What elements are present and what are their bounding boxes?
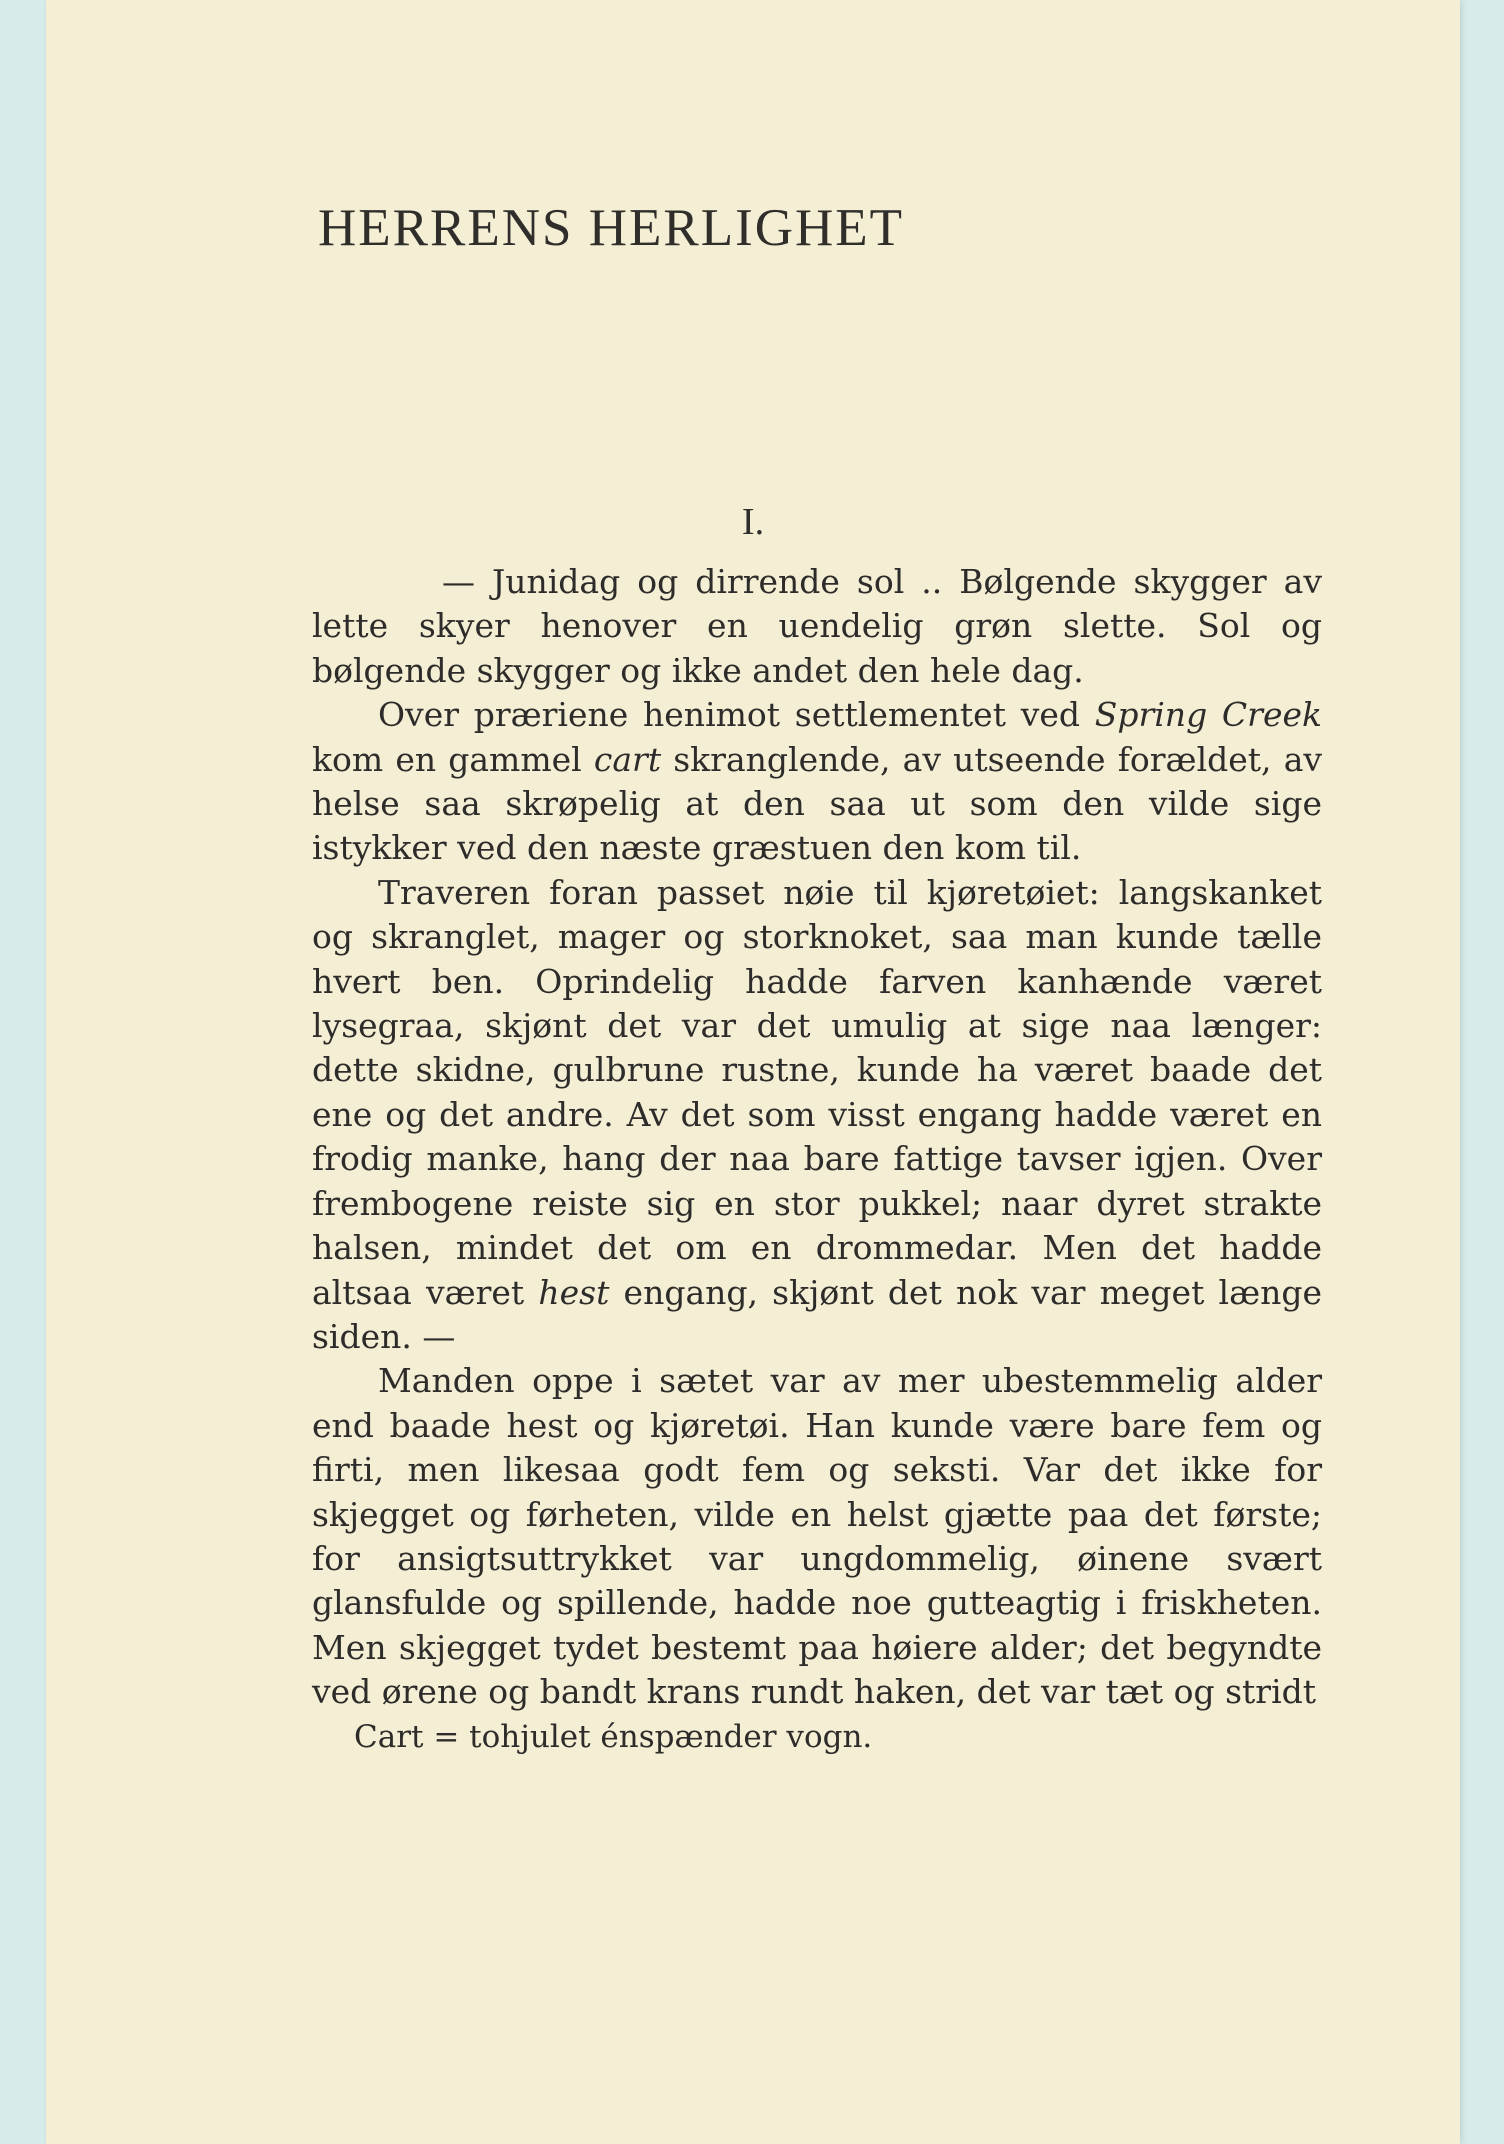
text-run: Manden oppe i sætet var av mer ubestemmelig alder end baade hest og kjøretøi. Han kunde være bare fem og firti, men likesaa godt fem og seksti. Var det ikke for skjegget og førheten, vilde en helst gjætte paa det første; for ansigtsuttrykket var ungdommelig, øinene svært glansfulde og spillende, hadde noe gutteagtig i friskheten. Men skjegget tydet bestemt paa høiere alder; det begyndte ved ørene og bandt krans rundt haken, det var tæt og stridt: [312, 1361, 1322, 1712]
italic-term: hest: [538, 1272, 610, 1312]
text-run: Traveren foran passet nøie til kjøretøiet: langskanket og skranglet, mager og storknoket, saa man kunde tælle hvert ben. Oprindelig hadde farven kanhænde været lysegraa, skjønt det var det umulig at sige naa længer: dette skidne, gulbrune rustne, kunde ha været baade det ene og det andre. Av det som visst engang hadde været en frodig manke, hang der naa bare fattige tavser igjen. Over frembogene reiste sig en stor pukkel; naar dyret strakte halsen, mindet det om en drommedar. Men det hadde altsaa været: [312, 872, 1322, 1312]
paragraph: [312, 693, 1322, 871]
body-text: [312, 560, 1322, 1759]
footnote: Cart = tohjulet énspænder vogn.: [354, 1718, 873, 1755]
text-run: Over præriene henimot settlementet ved: [378, 695, 1095, 735]
text-run: kom en gammel: [312, 739, 594, 779]
book-page: [46, 0, 1460, 2144]
paragraph: [312, 1359, 1322, 1714]
text-run: engang, skjønt det nok var meget længe siden. —: [312, 1272, 1322, 1356]
text-run: — Junidag og dirrende sol .. Bølgende skygger av lette skyer henover en uendelig grøn slette. Sol og bølgende skygger og ikke andet den hele dag.: [312, 562, 1322, 690]
italic-term: Spring Creek: [1094, 695, 1323, 735]
chapter-number: I.: [741, 501, 765, 543]
paragraph: [312, 871, 1322, 1359]
paragraph: [312, 560, 1322, 693]
italic-term: cart: [593, 739, 662, 779]
text-run: skranglende, av utseende forældet, av helse saa skrøpelig at den saa ut som den vilde sige istykker ved den næste græstuen den kom til.: [312, 739, 1323, 868]
page-title: HERRENS HERLIGHET: [318, 199, 905, 257]
